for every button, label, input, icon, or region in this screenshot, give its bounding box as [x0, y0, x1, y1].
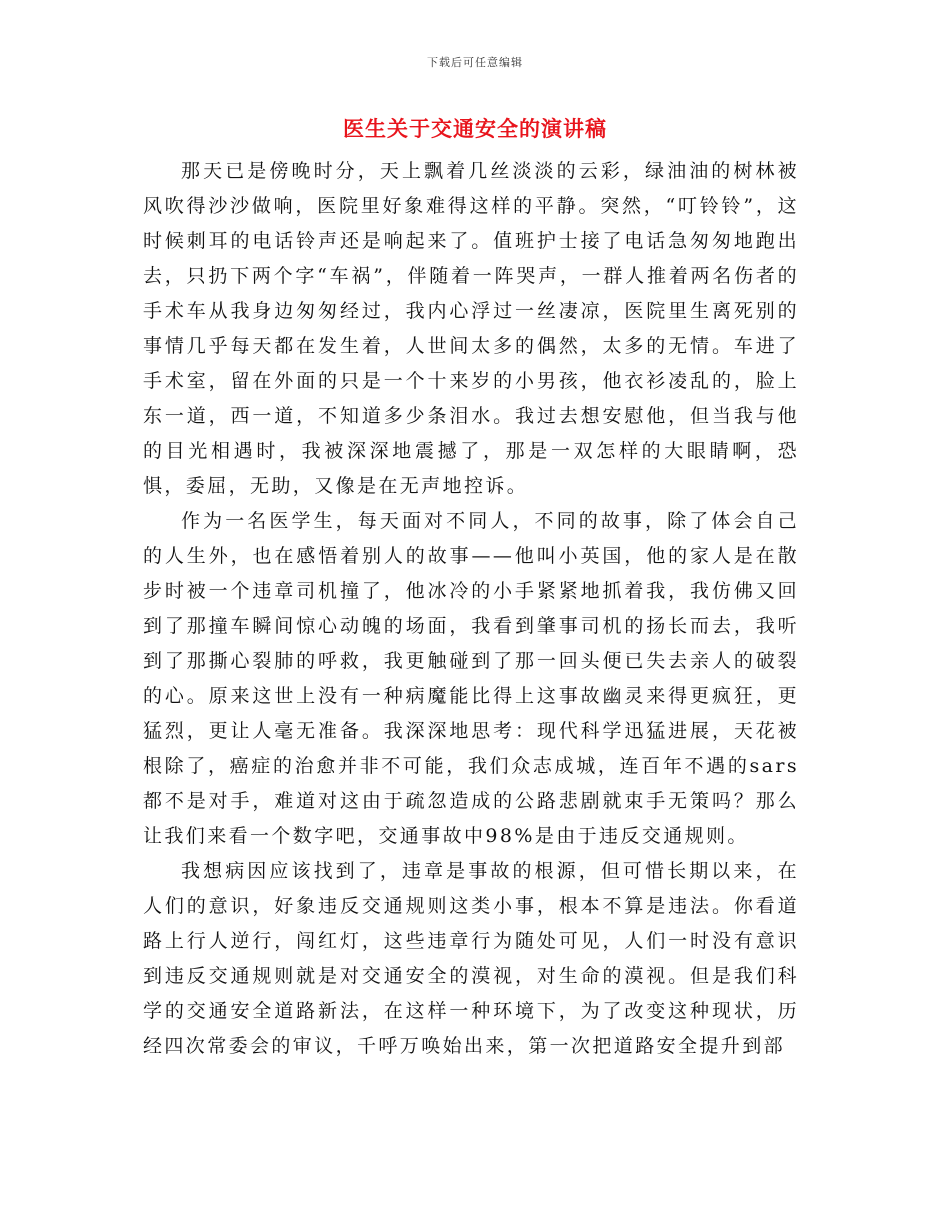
document-body — [143, 154, 799, 1064]
header-note: 下载后可任意编辑 — [427, 56, 523, 69]
document-title: 医生关于交通安全的演讲稿 — [343, 117, 607, 141]
paragraph-1: 那天已是傍晚时分，天上飘着几丝淡淡的云彩，绿油油的树林被风吹得沙沙做响，医院里好象难得这样的平静。突然，“叮铃铃”，这时候刺耳的电话铃声还是响起来了。值班护士接了电话急匆匆地跑出去，只扔下两个字“车祸”，伴随着一阵哭声，一群人推着两名伤者的手术车从我身边匆匆经过，我内心浮过一丝凄凉，医院里生离死别的事情几乎每天都在发生着，人世间太多的偶然，太多的无情。车进了手术室，留在外面的只是一个十来岁的小男孩，他衣衫凌乱的，脸上东一道，西一道，不知道多少条泪水。我过去想安慰他，但当我与他的目光相遇时，我被深深地震撼了，那是一双怎样的大眼睛啊，恐惧，委屈，无助，又像是在无声地控诉。 — [143, 160, 799, 497]
paragraph-2: 作为一名医学生，每天面对不同人，不同的故事，除了体会自己的人生外，也在感悟着别人的故事——他叫小英国，他的家人是在散步时被一个违章司机撞了，他冰冷的小手紧紧地抓着我，我仿佛又回到了那撞车瞬间惊心动魄的场面，我看到肇事司机的扬长而去，我听到了那撕心裂肺的呼救，我更触碰到了那一回头便已失去亲人的破裂的心。原来这世上没有一种病魔能比得上这事故幽灵来得更疯狂，更猛烈，更让人毫无准备。我深深地思考：现代科学迅猛进展，天花被根除了，癌症的治愈并非不可能，我们众志成城，连百年不遇的sars都不是对手，难道对这由于疏忽造成的公路悲剧就束手无策吗？那么让我们来看一个数字吧，交通事故中98%是由于违反交通规则。 — [143, 510, 799, 847]
paragraph-3: 我想病因应该找到了，违章是事故的根源，但可惜长期以来，在人们的意识，好象违反交通规则这类小事，根本不算是违法。你看道路上行人逆行，闯红灯，这些违章行为随处可见，人们一时没有意识到违反交通规则就是对交通安全的漠视，对生命的漠视。但是我们科学的交通安全道路新法，在这样一种环境下，为了改变这种现状，历经四次常委会的审议，千呼万唤始出来，第一次把道路安全提升到部 — [143, 860, 799, 1057]
